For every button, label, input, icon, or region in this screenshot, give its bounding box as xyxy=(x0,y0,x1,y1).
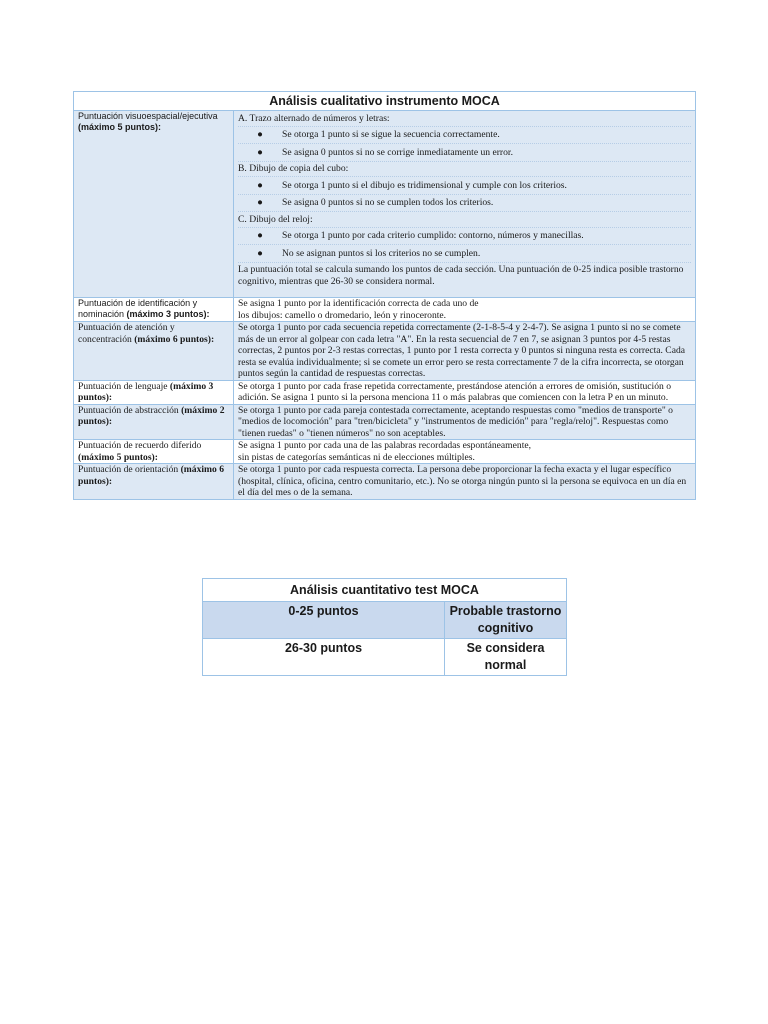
row-description: A. Trazo alternado de números y letras: ● Se otorga 1 punto si se sigue la secuencia correctamente. ● Se asigna 0 puntos si no se corrige inmediatamente un error. B. Dibujo de copia del cubo: ● Se otorga 1 punto si el dibujo es tridimensional y cumple con los criterios. ● Se asigna 0 puntos si no se cumplen todos los criterios. C. Dibujo del reloj: ● Se otorga 1 punto por cada criterio cumplido: contorno, números y manecillas. ● No se asignan puntos si los criterios no se cumplen. La puntuación total se calcula sumando los puntos de cada sección. Una puntuación de 0-25 indica posible trastorno cognitivo, mientras que 26-30 se considera normal. xyxy=(234,111,696,298)
list-item: ● Se asigna 0 puntos si no se cumplen todos los criterios. xyxy=(238,194,691,212)
list-item: ● Se otorga 1 punto por cada criterio cumplido: contorno, números y manecillas. xyxy=(238,227,691,245)
row-description: Se asigna 1 punto por cada una de las palabras recordadas espontáneamente, sin pistas de categorías semánticas ni de elecciones múltiples. xyxy=(234,440,696,464)
bullet-icon: ● xyxy=(257,230,263,241)
qualitative-table xyxy=(73,91,696,500)
row-label: Puntuación de recuerdo diferido (máximo 5 puntos): xyxy=(74,440,234,464)
quantitative-title: Análisis cuantitativo test MOCA xyxy=(203,579,567,602)
list-item: ● Se otorga 1 punto si el dibujo es tridimensional y cumple con los criterios. xyxy=(238,176,691,194)
row-label: Puntuación de lenguaje (máximo 3 puntos): xyxy=(74,380,234,404)
row-label: Puntuación de abstracción (máximo 2 puntos): xyxy=(74,404,234,440)
list-item: ● No se asignan puntos si los criterios no se cumplen. xyxy=(238,244,691,262)
bullet-icon: ● xyxy=(257,197,263,208)
bullet-icon: ● xyxy=(257,146,263,158)
score-result: Probable trastorno cognitivo xyxy=(445,602,567,639)
row-description: Se otorga 1 punto por cada secuencia repetida correctamente (2-1-8-5-4 y 2-4-7). Se asigna 1 punto si no se comete más de un error al golpear con cada letra "A". En la resta secuencial de 7 en 7, se asignan 3 puntos por 4-5 restas correctas, 2 puntos por 2-3 restas correctas, 1 punto por 1 resta correcta y 0 puntos si ninguna resta es correcta. Cada resta se evalúa individualmente; si se comete un error pero se resta correctamente 7 de la cifra incorrecta, se otorgan puntos según la cantidad de respuestas correctas. xyxy=(234,322,696,381)
table-row xyxy=(74,404,696,440)
score-range: 0-25 puntos xyxy=(203,602,445,639)
bullet-icon: ● xyxy=(257,129,263,140)
table-row xyxy=(203,602,567,639)
table-row xyxy=(74,322,696,381)
row-label: Puntuación de orientación (máximo 6 puntos): xyxy=(74,464,234,500)
row-description: Se otorga 1 punto por cada frase repetida correctamente, prestándose atención a errores de omisión, sustitución o adición. Se asigna 1 punto si la persona menciona 11 o más palabras que comiencen con la letra P en un minuto. xyxy=(234,380,696,404)
table-row xyxy=(74,111,696,298)
row-label: Puntuación de identificación y nominación (máximo 3 puntos): xyxy=(74,298,234,322)
qualitative-title: Análisis cualitativo instrumento MOCA xyxy=(74,92,696,111)
table-row xyxy=(203,639,567,676)
quantitative-table xyxy=(202,578,567,676)
table-row xyxy=(74,298,696,322)
bullet-icon: ● xyxy=(257,247,263,259)
list-item: ● Se asigna 0 puntos si no se corrige inmediatamente un error. xyxy=(238,143,691,161)
table-row xyxy=(74,380,696,404)
list-item: ● Se otorga 1 punto si se sigue la secuencia correctamente. xyxy=(238,126,691,144)
row-description: Se asigna 1 punto por la identificación correcta de cada uno de los dibujos: camello o dromedario, león y rinoceronte. xyxy=(234,298,696,322)
bullet-icon: ● xyxy=(257,179,263,191)
score-result: Se considera normal xyxy=(445,639,567,676)
row-description: Se otorga 1 punto por cada pareja contestada correctamente, aceptando respuestas como "medios de transporte" o "medios de locomoción" para "tren/bicicleta" y "instrumentos de medición" para "regla/reloj". Respuestas como "tienen ruedas" o "tienen números" no son aceptables. xyxy=(234,404,696,440)
row-label: Puntuación de atención y concentración (máximo 6 puntos): xyxy=(74,322,234,381)
score-range: 26-30 puntos xyxy=(203,639,445,676)
row-description: Se otorga 1 punto por cada respuesta correcta. La persona debe proporcionar la fecha exacta y el lugar específico (hospital, clínica, oficina, centro comunitario, etc.). No se otorga ningún punto si la persona se equivoca en un día en el día del mes o de la semana. xyxy=(234,464,696,500)
table-row xyxy=(74,440,696,464)
row-label: Puntuación visuoespacial/ejecutiva (máximo 5 puntos): xyxy=(74,111,234,298)
table-row xyxy=(74,464,696,500)
